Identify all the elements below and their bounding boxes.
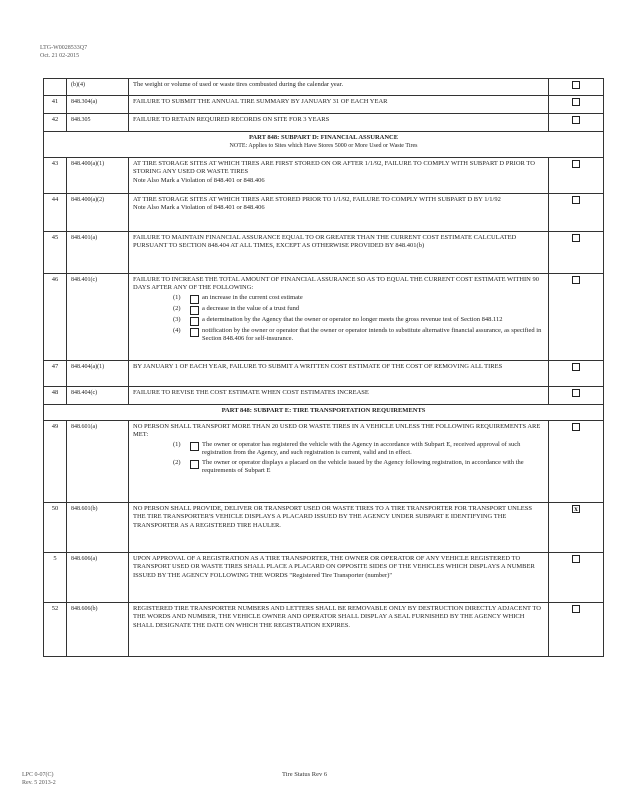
violation-checkbox[interactable] — [572, 389, 580, 397]
row-number: 44 — [44, 193, 67, 231]
row-text: FAILURE TO INCREASE THE TOTAL AMOUNT OF FINANCIAL ASSURANCE SO AS TO EQUAL THE CURRENT COST ESTIMATE WITHIN 90 DAYS AFTER ANY OF THE FOLLOWING: — [133, 275, 539, 291]
violation-checkbox[interactable] — [572, 81, 580, 89]
row-text: AT TIRE STORAGE SITES AT WHICH TIRES ARE FIRST STORED ON OR AFTER 1/1/92, FAILURE TO COMPLY WITH SUBPART D PRIOR TO STORING ANY USED OR WASTE TIRES — [133, 159, 535, 175]
row-citation: 848.304(a) — [67, 95, 129, 113]
footer-page-label: Tire Status Rev 6 — [282, 771, 328, 778]
row-note: Note Also Mark a Violation of 848.401 or 848.406 — [133, 176, 265, 184]
doc-date: Oct. 21 02-2015 — [40, 53, 80, 59]
violation-checkbox[interactable] — [572, 363, 580, 371]
row-text: UPON APPROVAL OF A REGISTRATION AS A TIRE TRANSPORTER, THE OWNER OR OPERATOR OF ANY VEHICLE REGISTERED TO TRANSPORT USED OR WASTE TIRES SHALL PLACE A PLACARD ON OPPOSITE SIDES OF THE VEHICLES WHICH DISPLAYS A NUMBER ISSUED BY THE AGENCY FOLLOWING THE WORDS "Registered Tire Transporter (number)" — [129, 552, 549, 602]
row-text: FAILURE TO REVISE THE COST ESTIMATE WHEN COST ESTIMATES INCREASE — [129, 386, 549, 404]
row-number: 46 — [44, 273, 67, 360]
table-row — [44, 420, 604, 502]
row-number: 52 — [44, 602, 67, 656]
row-number: 50 — [44, 502, 67, 552]
row-citation: 848.601(b) — [67, 502, 129, 552]
row-citation: 848.606(b) — [67, 602, 129, 656]
sub-checkbox[interactable] — [190, 306, 199, 315]
section-header-e — [44, 404, 604, 420]
row-text: FAILURE TO MAINTAIN FINANCIAL ASSURANCE EQUAL TO OR GREATER THAN THE CURRENT COST ESTIMATE CALCULATED PURSUANT TO SECTION 848.404 AT ALL TIMES, EXCEPT AS OTHERWISE PROVIDED BY 848.401(b) — [129, 231, 549, 273]
document-header — [40, 44, 87, 60]
row-text: FAILURE TO SUBMIT THE ANNUAL TIRE SUMMARY BY JANUARY 31 OF EACH YEAR — [129, 95, 549, 113]
sub-checkbox[interactable] — [190, 328, 199, 337]
table-row — [44, 79, 604, 96]
violation-checkbox[interactable] — [572, 196, 580, 204]
row-number: 41 — [44, 95, 67, 113]
doc-id: LTG-W0028533Q7 — [40, 45, 88, 51]
row-citation: (b)(4) — [67, 79, 129, 96]
violation-checkbox[interactable] — [572, 423, 580, 431]
sub-item: (3) a determination by the Agency that the owner or operator no longer meets the gross revenue test of Section 848.112 — [133, 316, 544, 326]
row-citation: 848.401(c) — [67, 273, 129, 360]
row-citation: 848.606(a) — [67, 552, 129, 602]
sub-checkbox[interactable] — [190, 317, 199, 326]
row-citation: 848.404(c) — [67, 386, 129, 404]
violation-checkbox[interactable] — [572, 98, 580, 106]
violation-checkbox[interactable] — [572, 555, 580, 563]
table-row — [44, 113, 604, 131]
table-row — [44, 157, 604, 193]
row-number: 5 — [44, 552, 67, 602]
section-note: NOTE: Applies to Sites which Have Stores 5000 or More Used or Waste Tires — [229, 143, 418, 149]
violation-checkbox[interactable] — [572, 276, 580, 284]
row-number: 42 — [44, 113, 67, 131]
row-text: NO PERSON SHALL PROVIDE, DELIVER OR TRANSPORT USED OR WASTE TIRES TO A TIRE TRANSPORTER FOR TRANSPORT UNLESS THE TIRE TRANSPORTER'S VEHICLE DISPLAYS A PLACARD ISSUED BY THE AGENCY UNDER SUBPART E IDENTIFYING THE TRANSPORTER AS A REGISTERED TIRE HAULER. — [129, 502, 549, 552]
table-row — [44, 552, 604, 602]
row-text: REGISTERED TIRE TRANSPORTER NUMBERS AND LETTERS SHALL BE REMOVABLE ONLY BY DESTRUCTION DIRECTLY ADJACENT TO THE WORDS AND NUMBER, THE VEHICLE OWNER AND OPERATOR SHALL DISPLAY A SEAL FURNISHED BY THE AGENCY WHICH SHALL DESIGNATE THE DATE ON WHICH THE REGISTRATION EXPIRES. — [129, 602, 549, 656]
row-text: The weight or volume of used or waste tires combusted during the calendar year. — [129, 79, 549, 96]
sub-checkbox[interactable] — [190, 442, 199, 451]
sub-item: (2) a decrease in the value of a trust fund — [133, 305, 544, 315]
violation-checkbox[interactable] — [572, 160, 580, 168]
sub-checkbox[interactable] — [190, 295, 199, 304]
row-citation: 848.305 — [67, 113, 129, 131]
table-row — [44, 386, 604, 404]
table-row — [44, 193, 604, 231]
violation-checkbox-checked[interactable]: x — [572, 505, 580, 513]
row-text: AT TIRE STORAGE SITES AT WHICH TIRES ARE STORED PRIOR TO 1/1/92, FAILURE TO COMPLY WITH SUBPART D BY 1/1/92 — [133, 195, 501, 203]
sub-item: (1) The owner or operator has registered the vehicle with the Agency in accordance with Subpart E, received approval of such registration from the Agency, and such registration is current, valid and in effect. — [173, 440, 521, 456]
table-row — [44, 95, 604, 113]
table-row — [44, 273, 604, 360]
row-number: 45 — [44, 231, 67, 273]
violation-checklist-table — [43, 78, 604, 657]
row-citation: 848.400(a)(1) — [67, 157, 129, 193]
row-number: 48 — [44, 386, 67, 404]
sub-item: (1) an increase in the current cost estimate — [133, 294, 544, 304]
row-number: 47 — [44, 360, 67, 386]
row-citation: 848.601(a) — [67, 420, 129, 502]
sub-checkbox[interactable] — [190, 460, 199, 469]
sub-item: (4) notification by the owner or operator that the owner or operator intends to substitute alternative financial assurance, as specified in Section 848.406 for self-insurance. — [173, 326, 542, 342]
section-title: PART 848: SUBPART E: TIRE TRANSPORTATION REQUIREMENTS — [221, 406, 426, 414]
row-text: NO PERSON SHALL TRANSPORT MORE THAN 20 USED OR WASTE TIRES IN A VEHICLE UNLESS THE FOLLOWING REQUIREMENTS ARE MET: — [133, 422, 541, 438]
row-number: 49 — [44, 420, 67, 502]
section-header-d — [44, 131, 604, 157]
table-row — [44, 231, 604, 273]
row-citation: 848.404(a)(1) — [67, 360, 129, 386]
row-text: BY JANUARY 1 OF EACH YEAR, FAILURE TO SUBMIT A WRITTEN COST ESTIMATE OF THE COST OF REMOVING ALL TIRES — [129, 360, 549, 386]
violation-checkbox[interactable] — [572, 234, 580, 242]
row-citation: 848.400(a)(2) — [67, 193, 129, 231]
row-number: 43 — [44, 157, 67, 193]
row-citation: 848.401(a) — [67, 231, 129, 273]
row-note: Note Also Mark a Violation of 848.401 or 848.406 — [133, 204, 265, 211]
footer-form-id: LPC 0-07(C) Rev. 5 2013-2 — [22, 772, 56, 786]
violation-checkbox[interactable] — [572, 605, 580, 613]
table-row — [44, 502, 604, 552]
sub-item: (2) The owner or operator displays a placard on the vehicle issued by the Agency following registration, in accordance with the requirements of Subpart E — [173, 458, 524, 474]
row-text: FAILURE TO RETAIN REQUIRED RECORDS ON SITE FOR 3 YEARS — [129, 113, 549, 131]
table-row — [44, 602, 604, 656]
violation-checkbox[interactable] — [572, 116, 580, 124]
section-title: PART 848: SUBPART D: FINANCIAL ASSURANCE — [248, 133, 399, 141]
row-number — [44, 79, 67, 96]
table-row — [44, 360, 604, 386]
